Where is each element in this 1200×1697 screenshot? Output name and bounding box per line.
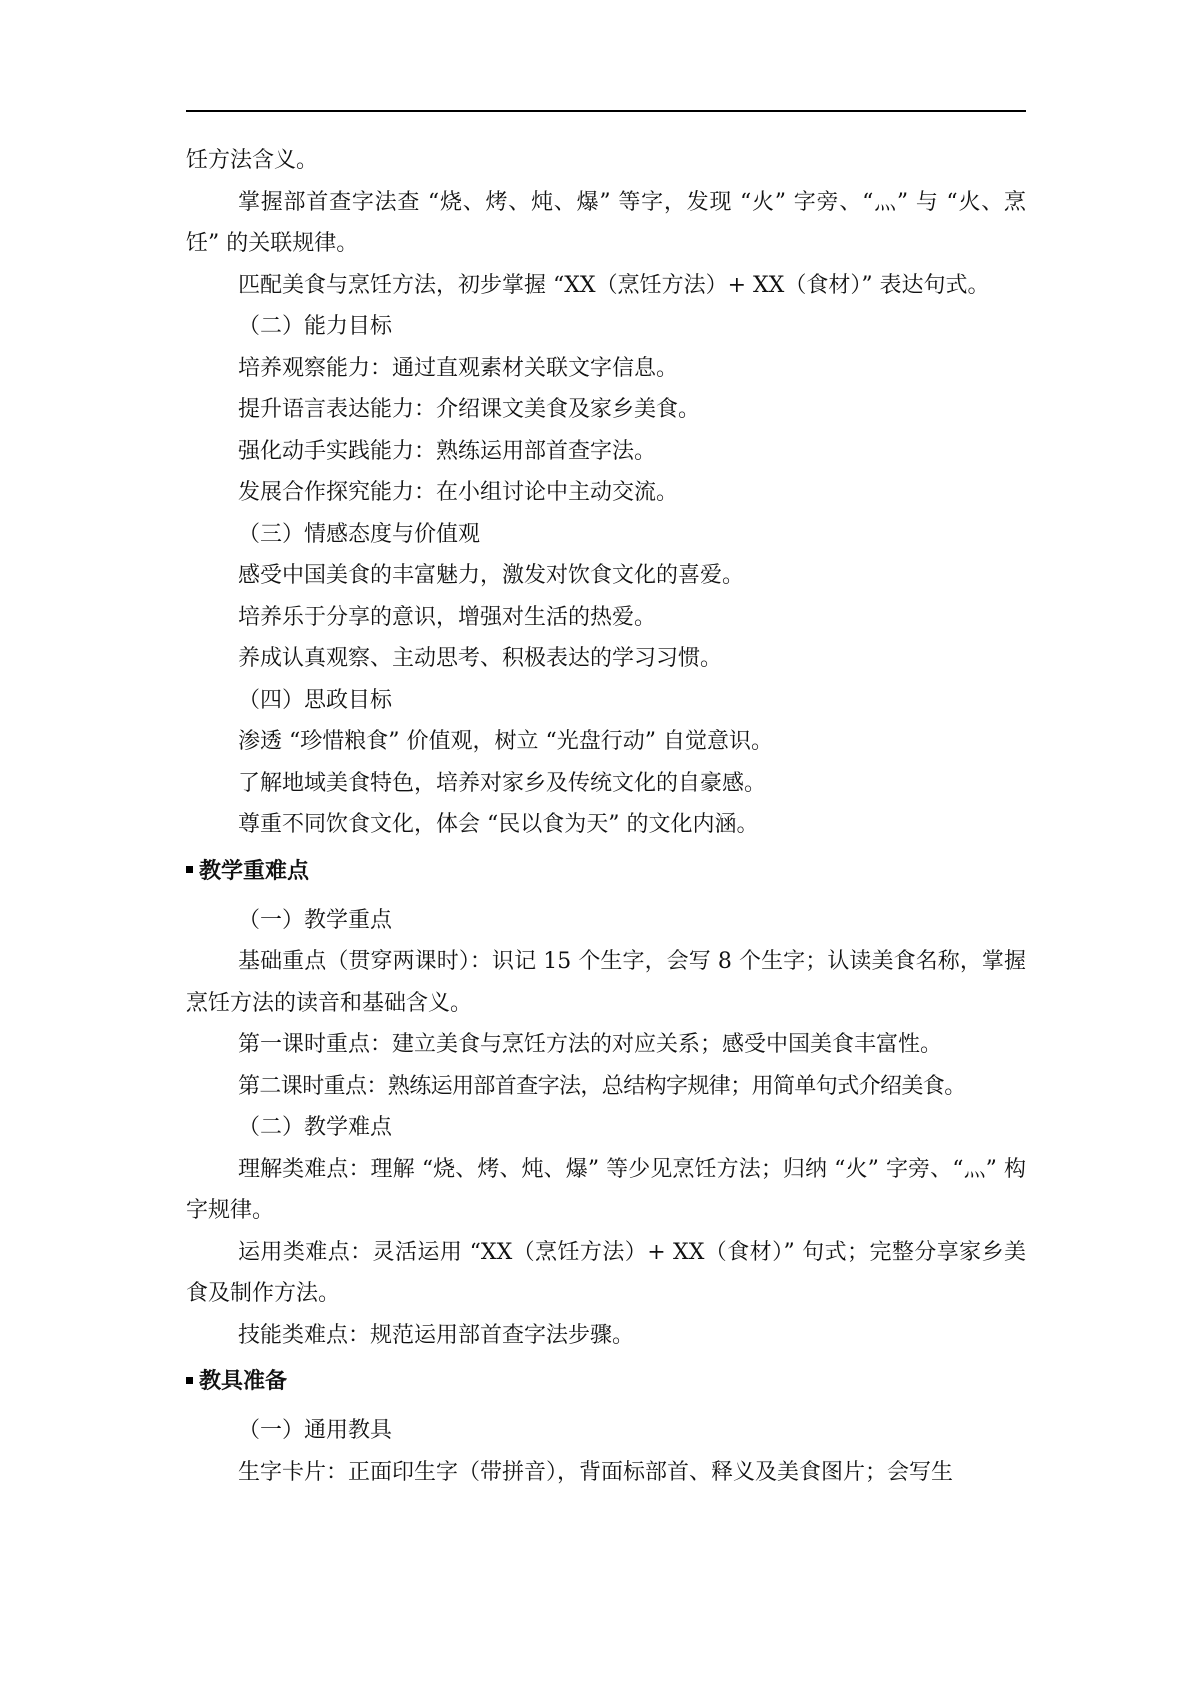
objective-radical-lookup: 掌握部首查字法查 “烧、烤、炖、爆” 等字，发现 “火” 字旁、“灬” 与 “火、烹饪” 的关联规律。 [186,189,1026,256]
ideology-item: 了解地域美食特色，培养对家乡及传统文化的自豪感。 [238,770,767,796]
key-item: 基础重点（贯穿两课时）：识记 15 个生字，会写 8 个生字；认读美食名称，掌握烹饪方法的读音和基础含义。 [186,949,1026,1016]
difficulty-item: 理解类难点：理解 “烧、烤、炖、爆” 等少见烹饪方法；归纳 “火” 字旁、“灬” 构字规律。 [186,1156,1026,1223]
emotion-title: （三）情感态度与价值观 [238,521,481,547]
objective-sentence-pattern: 匹配美食与烹饪方法，初步掌握 “XX（烹饪方法）+ XX（食材）” 表达句式。 [238,272,990,298]
difficulty-item: 运用类难点：灵活运用 “XX（烹饪方法）+ XX（食材）” 句式；完整分享家乡美食及制作方法。 [186,1239,1026,1306]
general-tools-title: （一）通用教具 [238,1418,393,1443]
paragraph-continuation: 饪方法含义。 [186,148,319,173]
emotion-item: 感受中国美食的丰富魅力，激发对饮食文化的喜爱。 [238,563,745,588]
ideology-item: 尊重不同饮食文化，体会 “民以食为天” 的文化内涵。 [238,812,759,837]
document-body [186,140,1026,1493]
key-item: 第二课时重点：熟练运用部首查字法，总结构字规律；用简单句式介绍美食。 [238,1073,966,1099]
ideology-title: （四）思政目标 [238,687,393,713]
section-heading-text: 教具准备 [199,1369,288,1394]
ideology-item: 渗透 “珍惜粮食” 价值观，树立 “光盘行动” 自觉意识。 [238,729,773,754]
key-title: （一）教学重点 [238,907,393,933]
ability-item: 提升语言表达能力：介绍课文美食及家乡美食。 [238,397,701,422]
section-heading-keypoints [186,850,1026,894]
header-rule [186,110,1026,112]
ability-item: 强化动手实践能力：熟练运用部首查字法。 [238,438,657,464]
section-heading-text: 教学重难点 [199,858,310,884]
difficulty-title: （二）教学难点 [238,1115,393,1140]
difficulty-item: 技能类难点：规范运用部首查字法步骤。 [238,1322,635,1348]
ability-title: （二）能力目标 [238,314,393,339]
square-bullet-icon [186,1377,193,1384]
emotion-item: 培养乐于分享的意识，增强对生活的热爱。 [238,604,657,630]
ability-item: 发展合作探究能力：在小组讨论中主动交流。 [238,480,679,505]
square-bullet-icon [186,866,193,873]
emotion-item: 养成认真观察、主动思考、积极表达的学习习惯。 [238,646,723,671]
general-tools-item: 生字卡片：正面印生字（带拼音），背面标部首、释义及美食图片；会写生 [238,1459,954,1485]
section-heading-tools [186,1360,1026,1404]
key-item: 第一课时重点：建立美食与烹饪方法的对应关系；感受中国美食丰富性。 [238,1032,943,1057]
ability-item: 培养观察能力：通过直观素材关联文字信息。 [238,355,679,381]
